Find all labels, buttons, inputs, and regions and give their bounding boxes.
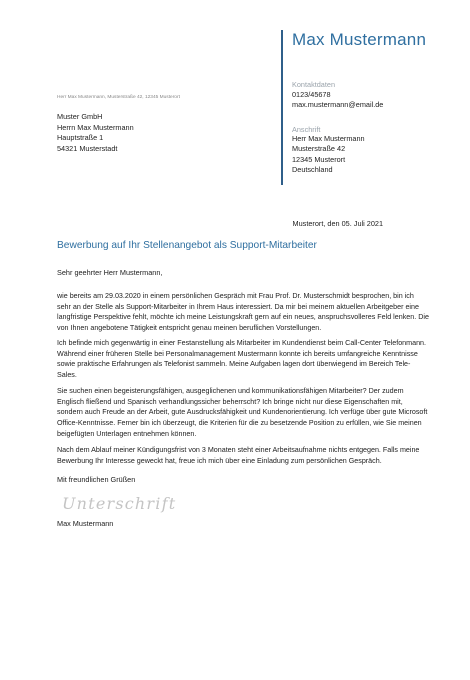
letter-subject: Bewerbung auf Ihr Stellenangebot als Support-Mitarbeiter [57,240,317,251]
contact-email: max.mustermann@email.de [292,100,384,109]
body-paragraph: Nach dem Ablauf meiner Kündigungsfrist von 3 Monaten steht einer Arbeitsaufnahme nichts entgegen. Falls meine Bewerbung Ihr Interesse geweckt hat, freue ich mich über eine Einladung zum persönlichen Gespräch. [57,446,420,465]
closing-phrase: Mit freundlichen Grüßen [57,475,136,484]
body-paragraph: Ich befinde mich gegenwärtig in einer Festanstellung als Mitarbeiter im Kundendienst beim Call-Center Telefonmann. Während einer früheren Stelle bei Personalmanagement Mustermann konnte ich bereits umfangreiche Kenntnisse sowie praktische Erfahrungen als Telefonist sammeln. Meine Aufgaben lagen dort überwiegend im Bereich Tele-Sales. [57,339,426,380]
recipient-address [57,112,134,154]
signer-name: Max Mustermann [57,519,114,528]
recipient-line: Herrn Max Mustermann [57,122,134,132]
sender-address-line: Musterstraße 42 [292,144,346,154]
contact-label: Kontaktdaten [292,80,336,89]
return-address-line: Herr Max Mustermann, Musterstraße 42, 12345 Musterort [57,95,180,100]
sender-address [292,134,365,176]
signature: Unterschrift [62,494,177,513]
address-label: Anschrift [292,125,321,134]
sender-address-line: Deutschland [292,165,333,175]
sender-address-line: 12345 Musterort [292,154,346,164]
contact-phone: 0123/45678 [292,90,331,99]
header-accent-bar [281,30,283,185]
body-paragraph: wie bereits am 29.03.2020 in einem persönlichen Gespräch mit Frau Prof. Dr. Musterschmidt besprochen, bin ich sehr an der Stelle als Support-Mitarbeiter in Ihrem Haus interessiert. Da mir bei meinem aktuellen Arbeitgeber eine langfristige Perspektive fehlt, möchte ich meine Leistungskraft gern auf ein neues, anspruchsvolleres Feld lenken. Die von Ihnen angebotene Tätigkeit entspricht genau meinen beruflichen Vorstellungen. [57,292,429,333]
recipient-line: Muster GmbH [57,112,103,121]
letter-date: Musterort, den 05. Juli 2021 [292,219,383,228]
salutation: Sehr geehrter Herr Mustermann, [57,268,163,277]
recipient-line: Hauptstraße 1 [57,133,104,143]
sender-address-line: Herr Max Mustermann [292,134,365,143]
body-paragraph: Sie suchen einen begeisterungsfähigen, ausgeglichenen und kommunikationsfähigen Mitarbeiter? Der zudem Englisch fließend und Spanisch verhandlungssicher beherrscht? Ich bringe nicht nur diese Eigenschaften mit, sondern auch Freude an der Arbeit, gute Ausdrucksfähigkeit und Kundenorientierung. Ich verfüge über gute Microsoft Office-Kenntnisse. Ferner bin ich überzeugt, die Kriterien für die zu besetzende Position zu erfüllen, wie Sie meinen beigefügten Unterlagen entnehmen können. [57,387,428,438]
applicant-name: Max Mustermann [292,30,427,49]
recipient-line: 54321 Musterstadt [57,143,118,153]
